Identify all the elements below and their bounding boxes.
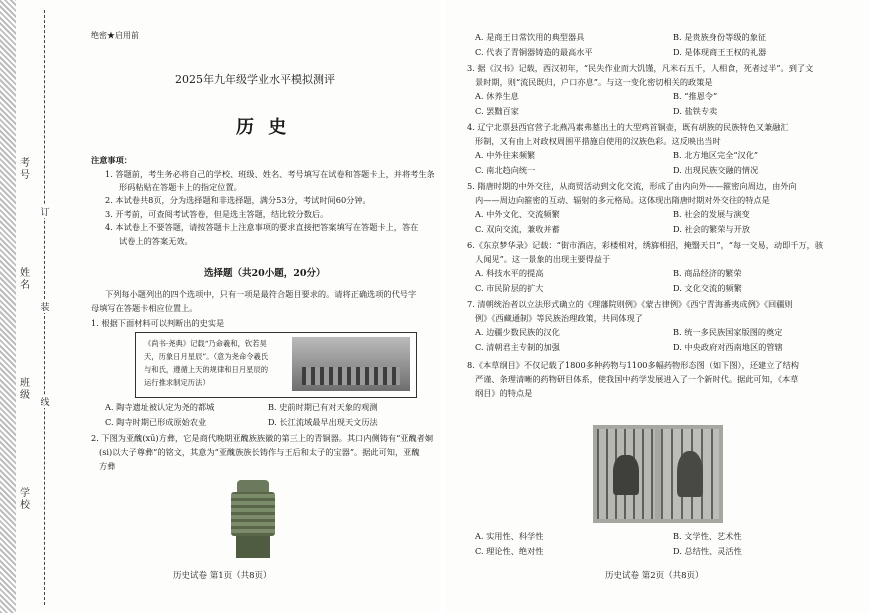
q1-material-line: 《尚书·尧典》记载“乃命羲和，钦若昊 bbox=[144, 339, 267, 348]
q5-option-d: D. 社会的繁荣与开放 bbox=[673, 224, 750, 234]
q6-option-b: B. 商品经济的繁荣 bbox=[673, 268, 742, 278]
q3-stem: 3. 据《汉书》记载，西汉初年，“民失作业而大饥馑，凡米石五千，人相食，死者过半”。到了文 bbox=[467, 63, 814, 73]
q2-option-c: C. 代表了青铜器铸造的最高水平 bbox=[475, 47, 593, 57]
q3-option-a: A. 休养生息 bbox=[475, 91, 519, 101]
notice-line: 试卷上的答案无效。 bbox=[119, 236, 193, 246]
q5-stem: 内——周边向箍密的互动、辐射的多元格局。这体现出隋唐时期对外交往的特点是 bbox=[475, 195, 770, 205]
q7-option-c: C. 清朝君主专制的加强 bbox=[475, 342, 560, 352]
q3-option-d: D. 盐铁专卖 bbox=[673, 106, 718, 116]
label-name: 姓名 bbox=[20, 268, 30, 291]
q7-option-a: A. 边疆少数民族的汉化 bbox=[475, 327, 560, 337]
notice-line: 形码粘贴在答题卡上的指定位置。 bbox=[119, 182, 242, 192]
subject-title: 历 史 bbox=[236, 117, 291, 138]
q5-option-b: B. 社会的发展与演变 bbox=[673, 209, 750, 219]
q1-observatory-photo bbox=[292, 337, 410, 391]
q4-option-b: B. 北方地区完全“汉化” bbox=[673, 150, 759, 160]
q3-stem: 景时期，则“流民既归，户口亦息”。与这一变化密切相关的政策是 bbox=[475, 77, 713, 87]
q5-stem: 5. 隋唐时期的中外交往，从商贸活动到文化交流，形成了由内向外——箍密向周边，由外向 bbox=[467, 181, 797, 191]
q6-option-a: A. 科技水平的提高 bbox=[475, 268, 544, 278]
exam-page-2 bbox=[445, 0, 870, 613]
q8-stem: 8.《本草纲目》不仅记载了1800多种药物与1100多幅药物形态图（如下图），还建立了结构 bbox=[467, 360, 799, 370]
q7-option-b: B. 统一多民族国家版图的奠定 bbox=[673, 327, 783, 337]
q1-material-line: 与和氏，遵循上天的规律和日月星辰的 bbox=[144, 365, 269, 374]
exam-title: 2025年九年级学业水平模拟测评 bbox=[175, 73, 335, 86]
q2-stem: (si)以大子尊彝”的铭文，其意为“亚醜族族长铸作与王后和太子的宝器”。据此可知，亚醜 bbox=[99, 447, 420, 457]
notice-line: 1. 答题前，考生务必将自己的学校、班级、姓名、考号填写在试卷和答题卡上，并将考生条 bbox=[105, 169, 435, 179]
q5-option-a: A. 中外文化、交流频繁 bbox=[475, 209, 560, 219]
q5-option-c: C. 双向交流，兼收并蓄 bbox=[475, 224, 560, 234]
q8-stem: 纲目》的特点是 bbox=[475, 388, 533, 398]
q4-option-d: D. 出现民族交融的情况 bbox=[673, 165, 759, 175]
q1-option-b: B. 史前时期已有对天象的观测 bbox=[268, 402, 378, 412]
page-2-footer: 历史试卷 第2页（共8页） bbox=[605, 571, 704, 581]
q6-stem: 6.《东京梦华录》记载：“街市酒店，彩楼相对，绣旆相招，掩翳天日”，“每一交易，动即千万，骇 bbox=[467, 240, 824, 250]
label-class: 班级 bbox=[20, 378, 30, 401]
label-school: 学校 bbox=[20, 488, 30, 511]
q2-option-d: D. 是体现商王王权的礼器 bbox=[673, 47, 767, 57]
section-title: 选择题（共20小题，20分） bbox=[204, 268, 326, 279]
q6-option-c: C. 市民阶层的扩大 bbox=[475, 283, 544, 293]
q8-option-b: B. 文学性、艺术性 bbox=[673, 531, 742, 541]
q7-stem: 7. 清朝统治者以立法形式确立的《理藩院则例》《蒙古律例》《西宁青海番夷成例》《回疆则 bbox=[467, 299, 793, 309]
q1-material-line: 天，历象日月星辰”。（意为尧命令羲氏 bbox=[144, 352, 269, 361]
q2-stem: 2. 下图为亚醜(xū)方彝，它是商代晚期亚醜族族徽的第三上的青铜器。其口内侧铸有“亚醜者姛 bbox=[91, 433, 434, 443]
q2-option-a: A. 是商王日常饮用的典型器具 bbox=[475, 32, 585, 42]
q6-stem: 人闻见”。这一景象的出现主要得益于 bbox=[475, 254, 611, 264]
label-exam-number: 考号 bbox=[20, 158, 30, 181]
q7-option-d: D. 中央政府对西南地区的管辖 bbox=[673, 342, 783, 352]
section-intro: 母填写在答题卡相应位置上。 bbox=[91, 303, 198, 313]
secret-label: 绝密★启用前 bbox=[91, 31, 139, 40]
q3-option-b: B. “推恩令” bbox=[673, 91, 718, 101]
q2-option-b: B. 是贵族身份等级的象征 bbox=[673, 32, 767, 42]
binding-strip bbox=[0, 0, 62, 613]
bronze-vessel-image bbox=[228, 480, 278, 562]
q4-option-c: C. 南北趋向统一 bbox=[475, 165, 536, 175]
bencao-gangmu-image bbox=[593, 425, 723, 523]
q8-option-a: A. 实用性、科学性 bbox=[475, 531, 544, 541]
page-1-footer: 历史试卷 第1页（共8页） bbox=[173, 571, 272, 581]
q1-stem: 1. 根据下面材料可以判断出的史实是 bbox=[91, 318, 225, 328]
notice-line: 3. 开考前，可查阅考试答卷，但是选主答题，结比较分数后。 bbox=[105, 209, 329, 219]
q1-option-a: A. 陶寺遗址被认定为尧的都城 bbox=[105, 402, 215, 412]
q1-material-box bbox=[135, 332, 417, 398]
cut-mark-zhuang: 装 bbox=[40, 300, 50, 313]
notice-line: 4. 本试卷上不要答题，请按答题卡上注意事项的要求直接把答案填写在答题卡上，答在 bbox=[105, 222, 419, 232]
q6-option-d: D. 文化交流的频繁 bbox=[673, 283, 742, 293]
q8-stem: 严谨、条理清晰的药物研目体系，使我国中药学发展进入了一个新时代。据此可知，《本草 bbox=[475, 374, 799, 384]
q1-material-line: 运行推求制定历法） bbox=[144, 378, 210, 387]
q7-stem: 例》《西藏通制》等民族治理政策，共同体现了 bbox=[475, 313, 643, 323]
q8-option-d: D. 总结性、灵活性 bbox=[673, 546, 742, 556]
q4-stem: 4. 辽宁北票县西官营子北燕冯素弗墓出土的大型鸡首铜壶，既有胡族的民族特色又兼融汇 bbox=[467, 122, 789, 132]
q3-option-c: C. 罢黜百家 bbox=[475, 106, 519, 116]
q4-stem: 形制，又有由上对政权周围平措施自使用的汉族色彩。这反映出当时 bbox=[475, 136, 721, 146]
notice-line: 2. 本试卷共8页，分为选择题和非选择题，满分53分，考试时间60分钟。 bbox=[105, 195, 371, 205]
notice-title: 注意事项： bbox=[91, 155, 132, 165]
binding-hatch bbox=[0, 0, 16, 613]
section-intro: 下列每小题列出的四个选项中，只有一项是最符合题目要求的。请将正确选项的代号字 bbox=[105, 289, 417, 299]
q1-option-c: C. 陶寺时期已形成原始农业 bbox=[105, 417, 207, 427]
q2-stem: 方彝 bbox=[99, 461, 116, 471]
cut-mark-ding: 订 bbox=[40, 205, 50, 218]
q1-option-d: D. 长江流域最早出现天文历法 bbox=[268, 417, 378, 427]
q8-option-c: C. 理论性、绝对性 bbox=[475, 546, 544, 556]
q4-option-a: A. 中外往来频繁 bbox=[475, 150, 536, 160]
observatory-pillars bbox=[302, 367, 400, 385]
cut-mark-xian: 线 bbox=[40, 395, 50, 408]
